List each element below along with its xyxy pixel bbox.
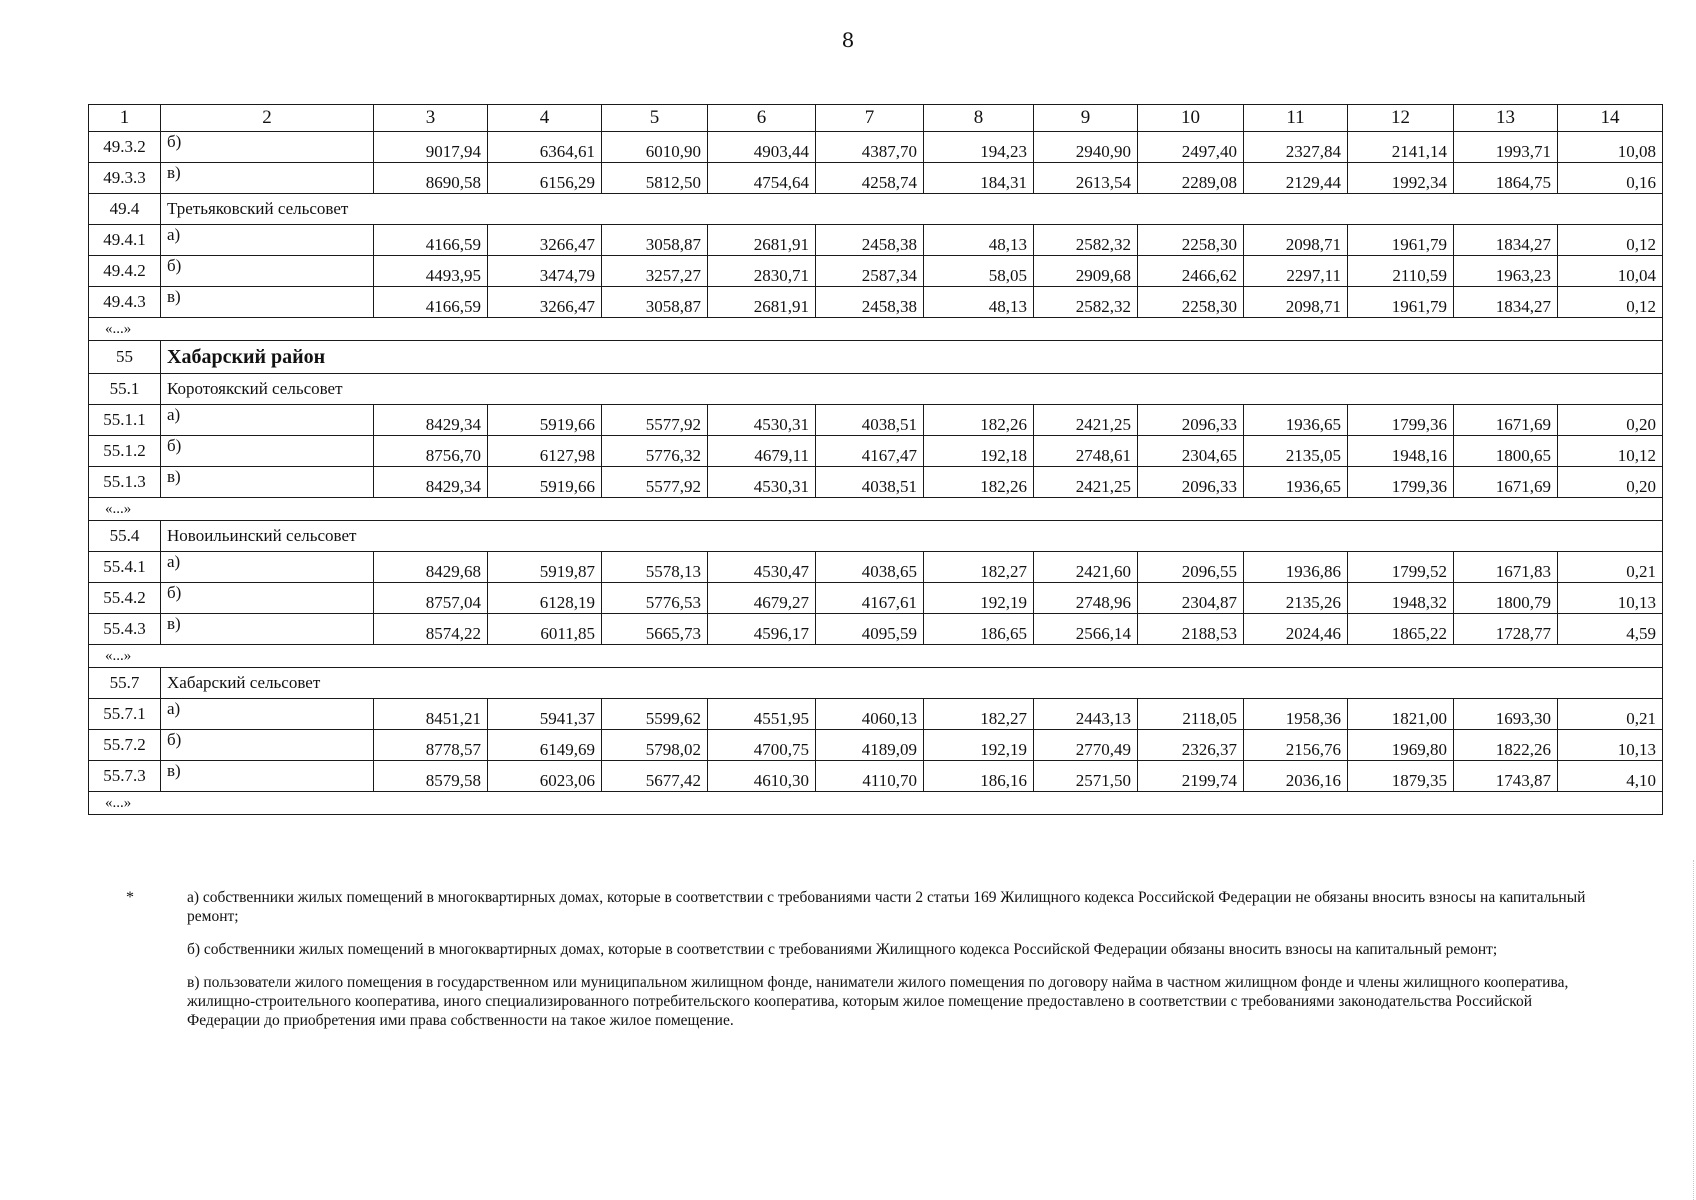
value-cell: 4038,51 xyxy=(816,405,924,436)
value-cell: 2326,37 xyxy=(1138,730,1244,761)
value-cell: 2024,46 xyxy=(1244,614,1348,645)
value-cell: 2258,30 xyxy=(1138,225,1244,256)
value-cell: 4530,31 xyxy=(708,405,816,436)
column-header-12: 12 xyxy=(1348,105,1454,132)
value-cell: 5665,73 xyxy=(602,614,708,645)
column-header-7: 7 xyxy=(816,105,924,132)
value-cell: 1993,71 xyxy=(1454,132,1558,163)
row-category: а) xyxy=(161,405,374,436)
value-cell: 10,13 xyxy=(1558,730,1663,761)
row-category: в) xyxy=(161,614,374,645)
value-cell: 8756,70 xyxy=(374,436,488,467)
value-cell: 186,16 xyxy=(924,761,1034,792)
value-cell: 0,20 xyxy=(1558,405,1663,436)
column-header-2: 2 xyxy=(161,105,374,132)
value-cell: 1821,00 xyxy=(1348,699,1454,730)
value-cell: 4166,59 xyxy=(374,287,488,318)
value-cell: 2571,50 xyxy=(1034,761,1138,792)
row-category: а) xyxy=(161,552,374,583)
value-cell: 48,13 xyxy=(924,225,1034,256)
value-cell: 0,12 xyxy=(1558,287,1663,318)
omission-mark: «...» xyxy=(89,645,1663,668)
row-category: б) xyxy=(161,436,374,467)
value-cell: 4,59 xyxy=(1558,614,1663,645)
value-cell: 2443,13 xyxy=(1034,699,1138,730)
value-cell: 194,23 xyxy=(924,132,1034,163)
value-cell: 2110,59 xyxy=(1348,256,1454,287)
value-cell: 8429,34 xyxy=(374,467,488,498)
section-code: 55.7 xyxy=(89,668,161,699)
value-cell: 1865,22 xyxy=(1348,614,1454,645)
value-cell: 3058,87 xyxy=(602,287,708,318)
column-header-14: 14 xyxy=(1558,105,1663,132)
value-cell: 0,16 xyxy=(1558,163,1663,194)
row-code: 55.7.2 xyxy=(89,730,161,761)
value-cell: 5577,92 xyxy=(602,467,708,498)
value-cell: 5599,62 xyxy=(602,699,708,730)
value-cell: 2830,71 xyxy=(708,256,816,287)
row-category: б) xyxy=(161,132,374,163)
row-category: в) xyxy=(161,287,374,318)
value-cell: 1693,30 xyxy=(1454,699,1558,730)
value-cell: 10,08 xyxy=(1558,132,1663,163)
value-cell: 2458,38 xyxy=(816,225,924,256)
table-row xyxy=(89,583,1663,614)
value-cell: 5578,13 xyxy=(602,552,708,583)
row-category: а) xyxy=(161,699,374,730)
value-cell: 5776,53 xyxy=(602,583,708,614)
value-cell: 5798,02 xyxy=(602,730,708,761)
value-cell: 2458,38 xyxy=(816,287,924,318)
row-code: 55.1.2 xyxy=(89,436,161,467)
value-cell: 5577,92 xyxy=(602,405,708,436)
table-row xyxy=(89,132,1663,163)
value-cell: 1879,35 xyxy=(1348,761,1454,792)
value-cell: 2096,33 xyxy=(1138,405,1244,436)
column-header-8: 8 xyxy=(924,105,1034,132)
table-row xyxy=(89,614,1663,645)
value-cell: 192,19 xyxy=(924,730,1034,761)
value-cell: 4166,59 xyxy=(374,225,488,256)
value-cell: 3266,47 xyxy=(488,287,602,318)
row-category: б) xyxy=(161,583,374,614)
value-cell: 6011,85 xyxy=(488,614,602,645)
value-cell: 4530,47 xyxy=(708,552,816,583)
value-cell: 5941,37 xyxy=(488,699,602,730)
value-cell: 2098,71 xyxy=(1244,287,1348,318)
section-code: 49.4 xyxy=(89,194,161,225)
value-cell: 1958,36 xyxy=(1244,699,1348,730)
row-code: 49.4.3 xyxy=(89,287,161,318)
value-cell: 3058,87 xyxy=(602,225,708,256)
value-cell: 4167,47 xyxy=(816,436,924,467)
omission-mark: «...» xyxy=(89,792,1663,815)
value-cell: 1671,69 xyxy=(1454,405,1558,436)
table-row xyxy=(89,730,1663,761)
section-row xyxy=(89,374,1663,405)
value-cell: 2497,40 xyxy=(1138,132,1244,163)
value-cell: 182,26 xyxy=(924,405,1034,436)
value-cell: 4095,59 xyxy=(816,614,924,645)
value-cell: 1961,79 xyxy=(1348,287,1454,318)
row-code: 49.4.2 xyxy=(89,256,161,287)
value-cell: 2566,14 xyxy=(1034,614,1138,645)
value-cell: 4700,75 xyxy=(708,730,816,761)
value-cell: 1671,83 xyxy=(1454,552,1558,583)
section-name: Хабарский сельсовет xyxy=(161,668,1663,699)
value-cell: 182,27 xyxy=(924,552,1034,583)
value-cell: 0,20 xyxy=(1558,467,1663,498)
value-cell: 2681,91 xyxy=(708,225,816,256)
table-row xyxy=(89,163,1663,194)
table-row xyxy=(89,699,1663,730)
value-cell: 8690,58 xyxy=(374,163,488,194)
omission-mark: «...» xyxy=(89,498,1663,521)
value-cell: 2141,14 xyxy=(1348,132,1454,163)
value-cell: 182,26 xyxy=(924,467,1034,498)
value-cell: 1948,32 xyxy=(1348,583,1454,614)
column-header-13: 13 xyxy=(1454,105,1558,132)
value-cell: 1864,75 xyxy=(1454,163,1558,194)
page-number: 8 xyxy=(841,28,855,52)
value-cell: 182,27 xyxy=(924,699,1034,730)
value-cell: 8429,34 xyxy=(374,405,488,436)
value-cell: 1936,65 xyxy=(1244,467,1348,498)
column-header-11: 11 xyxy=(1244,105,1348,132)
value-cell: 5677,42 xyxy=(602,761,708,792)
value-cell: 6127,98 xyxy=(488,436,602,467)
value-cell: 1822,26 xyxy=(1454,730,1558,761)
value-cell: 5919,87 xyxy=(488,552,602,583)
value-cell: 6128,19 xyxy=(488,583,602,614)
value-cell: 192,18 xyxy=(924,436,1034,467)
value-cell: 10,04 xyxy=(1558,256,1663,287)
value-cell: 58,05 xyxy=(924,256,1034,287)
section-name: Коротоякский сельсовет xyxy=(161,374,1663,405)
value-cell: 1743,87 xyxy=(1454,761,1558,792)
value-cell: 4167,61 xyxy=(816,583,924,614)
section-code: 55.1 xyxy=(89,374,161,405)
column-header-4: 4 xyxy=(488,105,602,132)
value-cell: 2940,90 xyxy=(1034,132,1138,163)
value-cell: 48,13 xyxy=(924,287,1034,318)
footnote-c: в) пользователи жилого помещения в государственном или муниципальном жилищном фонде, наниматели жилого помещения по договору найма в частном жилищном фонде и члены жилищного кооператива, жилищно-строительного кооператива, иного специализированного потребительского кооператива, которым жилое помещение предоставлено в соответствии с требованиями законодательства Российской Федерации до приобретения ими права собственности на такое жилое помещение. xyxy=(187,974,1569,1029)
value-cell: 10,13 xyxy=(1558,583,1663,614)
value-cell: 4060,13 xyxy=(816,699,924,730)
value-cell: 1671,69 xyxy=(1454,467,1558,498)
value-cell: 1936,65 xyxy=(1244,405,1348,436)
value-cell: 4038,51 xyxy=(816,467,924,498)
table-header-row xyxy=(89,105,1663,132)
table-row xyxy=(89,467,1663,498)
value-cell: 0,21 xyxy=(1558,699,1663,730)
row-code: 49.4.1 xyxy=(89,225,161,256)
value-cell: 9017,94 xyxy=(374,132,488,163)
district-row xyxy=(89,341,1663,374)
column-header-1: 1 xyxy=(89,105,161,132)
value-cell: 1834,27 xyxy=(1454,287,1558,318)
value-cell: 1834,27 xyxy=(1454,225,1558,256)
table-body xyxy=(89,105,1663,815)
value-cell: 1936,86 xyxy=(1244,552,1348,583)
value-cell: 2156,76 xyxy=(1244,730,1348,761)
omission-row xyxy=(89,792,1663,815)
value-cell: 4903,44 xyxy=(708,132,816,163)
value-cell: 2289,08 xyxy=(1138,163,1244,194)
value-cell: 4596,17 xyxy=(708,614,816,645)
row-code: 55.4.2 xyxy=(89,583,161,614)
table-row xyxy=(89,405,1663,436)
value-cell: 1799,36 xyxy=(1348,467,1454,498)
value-cell: 2188,53 xyxy=(1138,614,1244,645)
value-cell: 2748,96 xyxy=(1034,583,1138,614)
column-header-10: 10 xyxy=(1138,105,1244,132)
row-category: в) xyxy=(161,761,374,792)
row-code: 55.7.1 xyxy=(89,699,161,730)
value-cell: 2096,33 xyxy=(1138,467,1244,498)
value-cell: 2421,60 xyxy=(1034,552,1138,583)
value-cell: 8429,68 xyxy=(374,552,488,583)
value-cell: 4551,95 xyxy=(708,699,816,730)
value-cell: 4493,95 xyxy=(374,256,488,287)
value-cell: 2135,26 xyxy=(1244,583,1348,614)
omission-mark: «...» xyxy=(89,318,1663,341)
value-cell: 3257,27 xyxy=(602,256,708,287)
footnote-a: а) собственники жилых помещений в многоквартирных домах, которые в соответствии с требованиями части 2 статьи 169 Жилищного кодекса Российской Федерации не обязаны вносить взносы на капитальный ремонт; xyxy=(187,889,1586,925)
row-category: в) xyxy=(161,467,374,498)
value-cell: 4530,31 xyxy=(708,467,816,498)
value-cell: 2036,16 xyxy=(1244,761,1348,792)
value-cell: 1948,16 xyxy=(1348,436,1454,467)
value-cell: 6156,29 xyxy=(488,163,602,194)
value-cell: 4038,65 xyxy=(816,552,924,583)
value-cell: 4679,27 xyxy=(708,583,816,614)
value-cell: 1728,77 xyxy=(1454,614,1558,645)
value-cell: 1800,65 xyxy=(1454,436,1558,467)
district-name: Хабарский район xyxy=(161,341,1663,374)
column-header-6: 6 xyxy=(708,105,816,132)
value-cell: 4679,11 xyxy=(708,436,816,467)
value-cell: 2098,71 xyxy=(1244,225,1348,256)
value-cell: 0,21 xyxy=(1558,552,1663,583)
value-cell: 2258,30 xyxy=(1138,287,1244,318)
value-cell: 2421,25 xyxy=(1034,467,1138,498)
value-cell: 5919,66 xyxy=(488,405,602,436)
footnote-b: б) собственники жилых помещений в многоквартирных домах, которые в соответствии с требованиями Жилищного кодекса Российской Федерации обязаны вносить взносы на капитальный ремонт; xyxy=(187,941,1498,958)
column-header-5: 5 xyxy=(602,105,708,132)
value-cell: 4,10 xyxy=(1558,761,1663,792)
value-cell: 2129,44 xyxy=(1244,163,1348,194)
value-cell: 2770,49 xyxy=(1034,730,1138,761)
row-code: 55.1.1 xyxy=(89,405,161,436)
section-row xyxy=(89,194,1663,225)
table-row xyxy=(89,256,1663,287)
value-cell: 2199,74 xyxy=(1138,761,1244,792)
section-row xyxy=(89,668,1663,699)
value-cell: 2587,34 xyxy=(816,256,924,287)
value-cell: 2466,62 xyxy=(1138,256,1244,287)
omission-row xyxy=(89,318,1663,341)
row-code: 55.4.3 xyxy=(89,614,161,645)
section-row xyxy=(89,521,1663,552)
table-row xyxy=(89,225,1663,256)
value-cell: 6149,69 xyxy=(488,730,602,761)
value-cell: 2582,32 xyxy=(1034,225,1138,256)
value-cell: 2909,68 xyxy=(1034,256,1138,287)
value-cell: 4258,74 xyxy=(816,163,924,194)
row-code: 49.3.2 xyxy=(89,132,161,163)
value-cell: 8757,04 xyxy=(374,583,488,614)
footnotes xyxy=(126,888,1596,1044)
value-cell: 8778,57 xyxy=(374,730,488,761)
row-category: б) xyxy=(161,730,374,761)
value-cell: 2118,05 xyxy=(1138,699,1244,730)
value-cell: 2304,87 xyxy=(1138,583,1244,614)
value-cell: 6364,61 xyxy=(488,132,602,163)
value-cell: 4110,70 xyxy=(816,761,924,792)
row-code: 49.3.3 xyxy=(89,163,161,194)
value-cell: 2135,05 xyxy=(1244,436,1348,467)
section-code: 55.4 xyxy=(89,521,161,552)
value-cell: 2304,65 xyxy=(1138,436,1244,467)
section-name: Новоильинский сельсовет xyxy=(161,521,1663,552)
row-category: б) xyxy=(161,256,374,287)
value-cell: 3266,47 xyxy=(488,225,602,256)
value-cell: 192,19 xyxy=(924,583,1034,614)
value-cell: 2681,91 xyxy=(708,287,816,318)
value-cell: 2096,55 xyxy=(1138,552,1244,583)
row-code: 55.4.1 xyxy=(89,552,161,583)
value-cell: 4189,09 xyxy=(816,730,924,761)
value-cell: 1799,52 xyxy=(1348,552,1454,583)
value-cell: 1992,34 xyxy=(1348,163,1454,194)
value-cell: 2613,54 xyxy=(1034,163,1138,194)
value-cell: 4610,30 xyxy=(708,761,816,792)
value-cell: 10,12 xyxy=(1558,436,1663,467)
value-cell: 2748,61 xyxy=(1034,436,1138,467)
value-cell: 186,65 xyxy=(924,614,1034,645)
value-cell: 1961,79 xyxy=(1348,225,1454,256)
value-cell: 8579,58 xyxy=(374,761,488,792)
tariff-table xyxy=(88,104,1663,815)
value-cell: 0,12 xyxy=(1558,225,1663,256)
value-cell: 1969,80 xyxy=(1348,730,1454,761)
value-cell: 4754,64 xyxy=(708,163,816,194)
value-cell: 8574,22 xyxy=(374,614,488,645)
value-cell: 5812,50 xyxy=(602,163,708,194)
value-cell: 2327,84 xyxy=(1244,132,1348,163)
value-cell: 184,31 xyxy=(924,163,1034,194)
value-cell: 2297,11 xyxy=(1244,256,1348,287)
column-header-3: 3 xyxy=(374,105,488,132)
row-category: а) xyxy=(161,225,374,256)
value-cell: 5776,32 xyxy=(602,436,708,467)
value-cell: 8451,21 xyxy=(374,699,488,730)
row-code: 55.1.3 xyxy=(89,467,161,498)
table-row xyxy=(89,761,1663,792)
table-row xyxy=(89,436,1663,467)
section-name: Третьяковский сельсовет xyxy=(161,194,1663,225)
value-cell: 4387,70 xyxy=(816,132,924,163)
column-header-9: 9 xyxy=(1034,105,1138,132)
value-cell: 6023,06 xyxy=(488,761,602,792)
table-row xyxy=(89,552,1663,583)
value-cell: 2421,25 xyxy=(1034,405,1138,436)
value-cell: 2582,32 xyxy=(1034,287,1138,318)
section-code: 55 xyxy=(89,341,161,374)
table-row xyxy=(89,287,1663,318)
value-cell: 3474,79 xyxy=(488,256,602,287)
value-cell: 1799,36 xyxy=(1348,405,1454,436)
row-code: 55.7.3 xyxy=(89,761,161,792)
omission-row xyxy=(89,645,1663,668)
value-cell: 1800,79 xyxy=(1454,583,1558,614)
value-cell: 5919,66 xyxy=(488,467,602,498)
value-cell: 6010,90 xyxy=(602,132,708,163)
footnote-marker: * xyxy=(126,889,134,906)
omission-row xyxy=(89,498,1663,521)
row-category: в) xyxy=(161,163,374,194)
value-cell: 1963,23 xyxy=(1454,256,1558,287)
